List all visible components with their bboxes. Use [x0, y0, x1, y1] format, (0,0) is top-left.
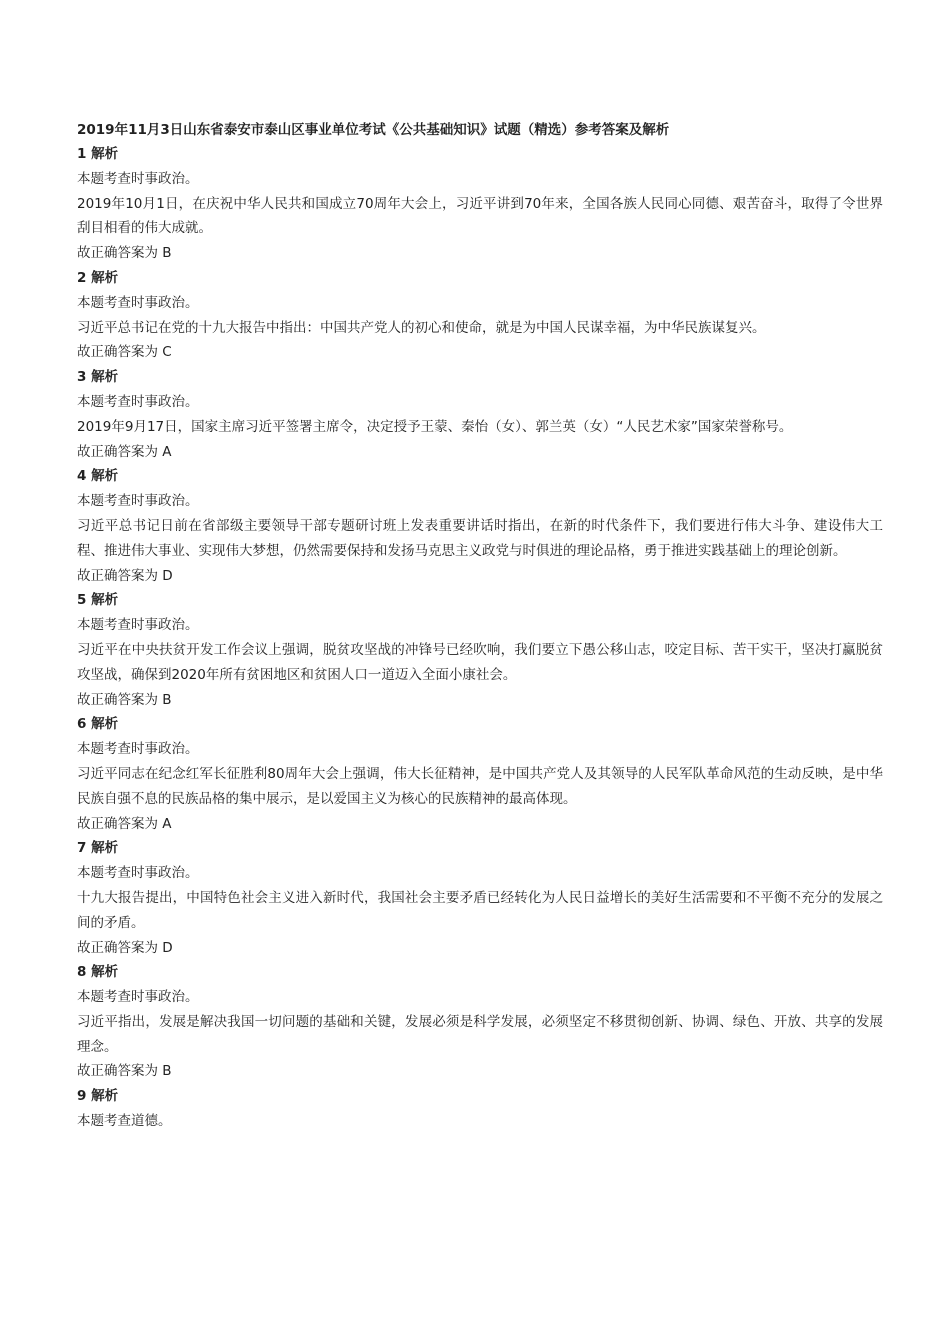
document-title: 2019年11月3日山东省泰安市泰山区事业单位考试《公共基础知识》试题（精选）参考答案及解析 [77, 122, 670, 138]
answer-item-heading: 8 解析 [77, 964, 119, 981]
answer-item-heading: 4 解析 [77, 468, 119, 485]
answer-item-heading: 9 解析 [77, 1088, 119, 1105]
answer-item-paragraph: 2019年10月1日，在庆祝中华人民共和国成立70周年大会上，习近平讲到70年来，全国各族人民同心同德、艰苦奋斗，取得了令世界刮目相看的伟大成就。 [77, 195, 883, 237]
answer-item-paragraph: 故正确答案为 B [77, 691, 172, 708]
answer-item-heading: 3 解析 [77, 369, 119, 386]
answer-item-paragraph: 习近平同志在纪念红军长征胜利80周年大会上强调，伟大长征精神，是中国共产党人及其领导的人民军队革命风范的生动反映，是中华民族自强不息的民族品格的集中展示，是以爱国主义为核心的民族精神的最高体现。 [77, 765, 883, 807]
answer-item-paragraph: 本题考查道德。 [77, 1113, 172, 1130]
answer-item-paragraph: 习近平总书记在党的十九大报告中指出：中国共产党人的初心和使命，就是为中国人民谋幸福，为中华民族谋复兴。 [77, 319, 766, 336]
answer-item [77, 836, 883, 960]
answer-item-paragraph: 习近平指出，发展是解决我国一切问题的基础和关键，发展必须是科学发展，必须坚定不移贯彻创新、协调、绿色、开放、共享的发展理念。 [77, 1013, 883, 1055]
answer-item [77, 464, 883, 588]
answer-item-paragraph: 本题考查时事政治。 [77, 865, 199, 882]
answer-item [77, 142, 883, 266]
document-page [77, 118, 883, 1134]
answer-item-heading: 6 解析 [77, 716, 119, 733]
answer-item-paragraph: 故正确答案为 B [77, 1063, 172, 1080]
answer-item-paragraph: 本题考查时事政治。 [77, 170, 199, 187]
answer-item-paragraph: 习近平在中央扶贫开发工作会议上强调，脱贫攻坚战的冲锋号已经吹响，我们要立下愚公移山志，咬定目标、苦干实干，坚决打赢脱贫攻坚战，确保到2020年所有贫困地区和贫困人口一道迈入全面小康社会。 [77, 641, 883, 683]
answer-item-paragraph: 故正确答案为 A [77, 815, 172, 832]
answer-item-heading: 2 解析 [77, 269, 119, 286]
answer-item [77, 960, 883, 1084]
answer-list [77, 142, 883, 1134]
answer-item-heading: 1 解析 [77, 146, 119, 162]
answer-item [77, 365, 883, 464]
answer-item [77, 266, 883, 365]
answer-item-paragraph: 故正确答案为 D [77, 939, 173, 956]
answer-item-paragraph: 本题考查时事政治。 [77, 617, 199, 634]
answer-item-paragraph: 本题考查时事政治。 [77, 393, 199, 410]
answer-item-paragraph: 2019年9月17日，国家主席习近平签署主席令，决定授予王蒙、秦怡（女）、郭兰英（女）“人民艺术家”国家荣誉称号。 [77, 418, 793, 435]
answer-item [77, 588, 883, 712]
answer-item [77, 712, 883, 836]
answer-item-paragraph: 本题考查时事政治。 [77, 493, 199, 510]
answer-item-heading: 5 解析 [77, 592, 119, 609]
answer-item [77, 1084, 883, 1134]
answer-item-paragraph: 本题考查时事政治。 [77, 989, 199, 1006]
answer-item-paragraph: 本题考查时事政治。 [77, 294, 199, 311]
answer-item-paragraph: 本题考查时事政治。 [77, 741, 199, 758]
answer-item-paragraph: 故正确答案为 C [77, 344, 172, 361]
answer-item-paragraph: 故正确答案为 A [77, 443, 172, 460]
answer-item-paragraph: 习近平总书记日前在省部级主要领导干部专题研讨班上发表重要讲话时指出，在新的时代条件下，我们要进行伟大斗争、建设伟大工程、推进伟大事业、实现伟大梦想，仍然需要保持和发扬马克思主义政党与时俱进的理论品格，勇于推进实践基础上的理论创新。 [77, 517, 883, 559]
answer-item-paragraph: 十九大报告提出，中国特色社会主义进入新时代，我国社会主要矛盾已经转化为人民日益增长的美好生活需要和不平衡不充分的发展之间的矛盾。 [77, 889, 883, 931]
answer-item-heading: 7 解析 [77, 840, 119, 857]
answer-item-paragraph: 故正确答案为 B [77, 245, 172, 262]
answer-item-paragraph: 故正确答案为 D [77, 567, 173, 584]
